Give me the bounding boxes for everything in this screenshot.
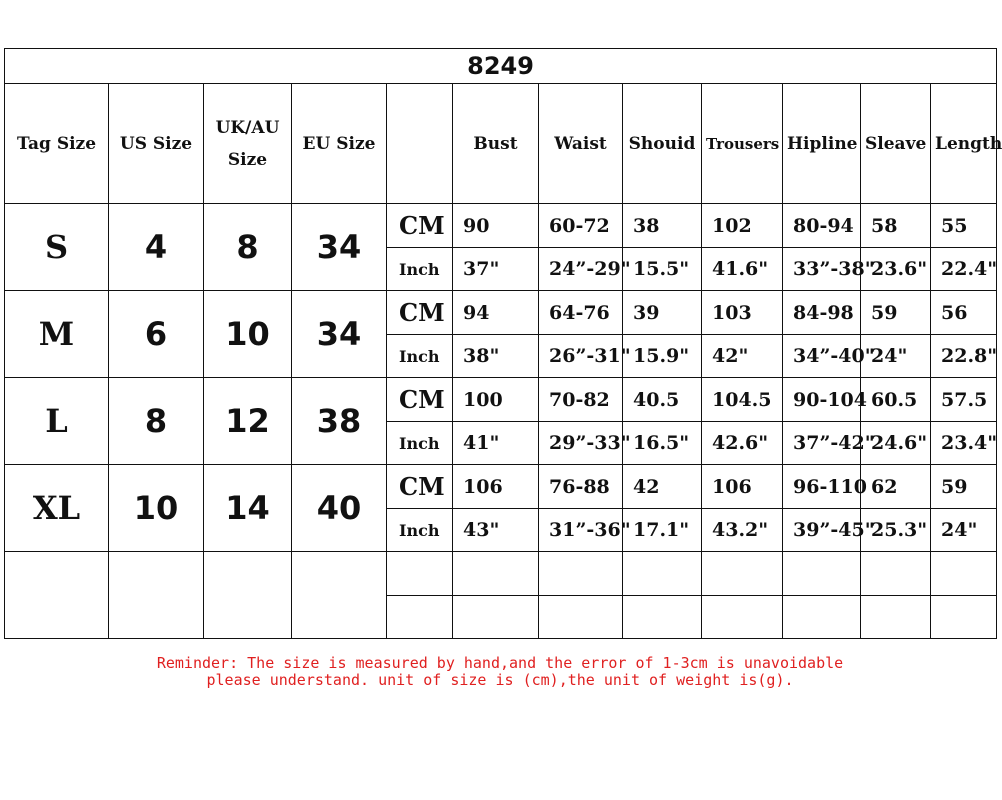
bust-cm-cell: 90: [453, 204, 539, 248]
tag-size-cell: XL: [5, 465, 109, 552]
length-inch-cell: 23.4": [931, 422, 997, 465]
us-size-cell: 8: [109, 378, 204, 465]
empty-cell: [702, 596, 783, 639]
header-shoulder: Shouid: [623, 84, 702, 204]
unit-cm-label: CM: [387, 378, 453, 422]
waist-cm-cell: 76-88: [539, 465, 623, 509]
empty-cell: [204, 552, 292, 639]
trousers-inch-cell: 42": [702, 335, 783, 378]
waist-cm-cell: 64-76: [539, 291, 623, 335]
us-size-cell: 4: [109, 204, 204, 291]
size-row-cm: [5, 204, 997, 248]
waist-inch-cell: 26”-31": [539, 335, 623, 378]
size-row-cm: [5, 291, 997, 335]
waist-inch-cell: 24”-29": [539, 248, 623, 291]
header-length: Length: [931, 84, 997, 204]
trousers-cm-cell: 102: [702, 204, 783, 248]
empty-cell: [539, 552, 623, 596]
reminder-note: [0, 655, 1000, 689]
empty-cell: [387, 552, 453, 596]
empty-cell: [5, 552, 109, 639]
empty-cell: [387, 596, 453, 639]
size-row-cm: [5, 378, 997, 422]
reminder-line-2: please understand. unit of size is (cm),the unit of weight is(g).: [206, 671, 794, 689]
empty-cell: [783, 596, 861, 639]
bust-inch-cell: 38": [453, 335, 539, 378]
hipline-inch-cell: 34”-40": [783, 335, 861, 378]
trousers-cm-cell: 104.5: [702, 378, 783, 422]
shoulder-cm-cell: 39: [623, 291, 702, 335]
sleeve-cm-cell: 60.5: [861, 378, 931, 422]
uk-au-size-cell: 12: [204, 378, 292, 465]
trousers-inch-cell: 43.2": [702, 509, 783, 552]
trousers-cm-cell: 106: [702, 465, 783, 509]
waist-cm-cell: 70-82: [539, 378, 623, 422]
header-unit: [387, 84, 453, 204]
header-us-size: US Size: [109, 84, 204, 204]
shoulder-cm-cell: 40.5: [623, 378, 702, 422]
shoulder-cm-cell: 38: [623, 204, 702, 248]
eu-size-cell: 34: [292, 204, 387, 291]
unit-inch-label: Inch: [387, 248, 453, 291]
sleeve-cm-cell: 58: [861, 204, 931, 248]
header-waist: Waist: [539, 84, 623, 204]
empty-cell: [931, 596, 997, 639]
empty-cell: [861, 552, 931, 596]
us-size-cell: 10: [109, 465, 204, 552]
size-table: [4, 48, 1002, 639]
empty-cell: [783, 552, 861, 596]
sleeve-cm-cell: 59: [861, 291, 931, 335]
header-tag-size: Tag Size: [5, 84, 109, 204]
bust-inch-cell: 41": [453, 422, 539, 465]
unit-inch-label: Inch: [387, 335, 453, 378]
eu-size-cell: 40: [292, 465, 387, 552]
header-eu-size: EU Size: [292, 84, 387, 204]
title-row: [5, 49, 997, 84]
waist-inch-cell: 31”-36": [539, 509, 623, 552]
unit-inch-label: Inch: [387, 509, 453, 552]
reminder-line-1: Reminder: The size is measured by hand,and the error of 1-3cm is unavoidable: [156, 654, 844, 672]
hipline-inch-cell: 39”-45": [783, 509, 861, 552]
bust-inch-cell: 43": [453, 509, 539, 552]
hipline-cm-cell: 90-104: [783, 378, 861, 422]
unit-cm-label: CM: [387, 291, 453, 335]
empty-cell: [931, 552, 997, 596]
empty-cell: [453, 552, 539, 596]
length-cm-cell: 59: [931, 465, 997, 509]
uk-au-size-cell: 10: [204, 291, 292, 378]
length-cm-cell: 55: [931, 204, 997, 248]
sleeve-inch-cell: 24.6": [861, 422, 931, 465]
waist-inch-cell: 29”-33": [539, 422, 623, 465]
length-inch-cell: 22.4": [931, 248, 997, 291]
waist-cm-cell: 60-72: [539, 204, 623, 248]
uk-au-size-cell: 14: [204, 465, 292, 552]
sleeve-inch-cell: 23.6": [861, 248, 931, 291]
trousers-inch-cell: 42.6": [702, 422, 783, 465]
hipline-cm-cell: 80-94: [783, 204, 861, 248]
shoulder-inch-cell: 15.5": [623, 248, 702, 291]
shoulder-cm-cell: 42: [623, 465, 702, 509]
empty-cell: [623, 596, 702, 639]
shoulder-inch-cell: 17.1": [623, 509, 702, 552]
empty-cell: [702, 552, 783, 596]
bust-cm-cell: 100: [453, 378, 539, 422]
empty-cell: [539, 596, 623, 639]
uk-au-size-cell: 8: [204, 204, 292, 291]
empty-cell: [861, 596, 931, 639]
header-row: [5, 84, 997, 204]
length-inch-cell: 22.8": [931, 335, 997, 378]
length-inch-cell: 24": [931, 509, 997, 552]
unit-cm-label: CM: [387, 204, 453, 248]
shoulder-inch-cell: 16.5": [623, 422, 702, 465]
sleeve-inch-cell: 24": [861, 335, 931, 378]
header-bust: Bust: [453, 84, 539, 204]
tag-size-cell: L: [5, 378, 109, 465]
header-trousers: Trousers: [702, 84, 783, 204]
sleeve-inch-cell: 25.3": [861, 509, 931, 552]
tag-size-cell: M: [5, 291, 109, 378]
hipline-cm-cell: 96-110: [783, 465, 861, 509]
shoulder-inch-cell: 15.9": [623, 335, 702, 378]
length-cm-cell: 56: [931, 291, 997, 335]
bust-cm-cell: 106: [453, 465, 539, 509]
empty-cell: [623, 552, 702, 596]
empty-cell: [109, 552, 204, 639]
header-sleeve: Sleave: [861, 84, 931, 204]
empty-cell: [292, 552, 387, 639]
unit-inch-label: Inch: [387, 422, 453, 465]
sleeve-cm-cell: 62: [861, 465, 931, 509]
size-chart: [4, 48, 1002, 639]
bust-inch-cell: 37": [453, 248, 539, 291]
eu-size-cell: 38: [292, 378, 387, 465]
hipline-inch-cell: 37”-42": [783, 422, 861, 465]
trousers-inch-cell: 41.6": [702, 248, 783, 291]
unit-cm-label: CM: [387, 465, 453, 509]
empty-cell: [453, 596, 539, 639]
tag-size-cell: S: [5, 204, 109, 291]
bust-cm-cell: 94: [453, 291, 539, 335]
us-size-cell: 6: [109, 291, 204, 378]
empty-row: [5, 552, 997, 596]
hipline-inch-cell: 33”-38": [783, 248, 861, 291]
hipline-cm-cell: 84-98: [783, 291, 861, 335]
size-row-cm: [5, 465, 997, 509]
chart-title: 8249: [5, 49, 997, 84]
eu-size-cell: 34: [292, 291, 387, 378]
trousers-cm-cell: 103: [702, 291, 783, 335]
length-cm-cell: 57.5: [931, 378, 997, 422]
header-hipline: Hipline: [783, 84, 861, 204]
header-uk-au-size: UK/AU Size: [204, 84, 292, 204]
